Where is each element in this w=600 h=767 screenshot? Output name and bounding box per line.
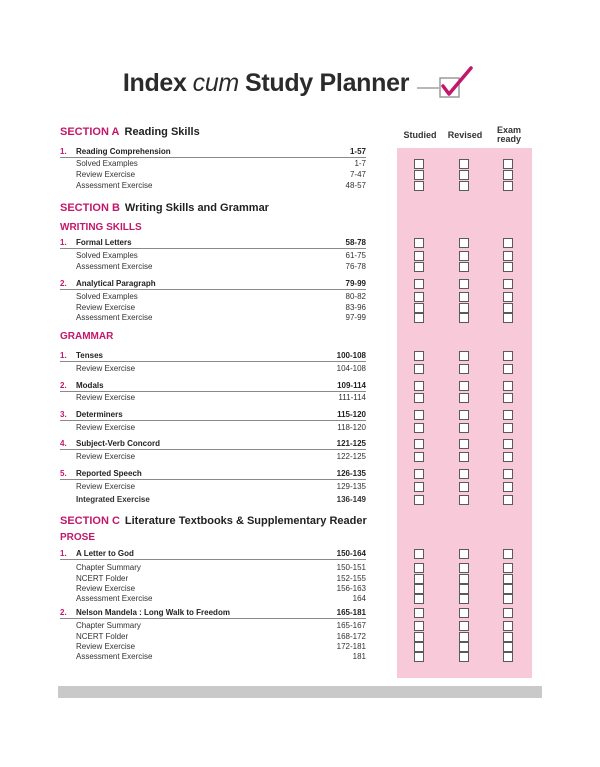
row-pages: 97-99 <box>345 313 366 322</box>
exercise-row <box>60 494 366 505</box>
revised-checkbox[interactable] <box>459 574 469 584</box>
row-title: Assessment Exercise <box>76 262 153 271</box>
studied-checkbox[interactable] <box>414 423 424 433</box>
revised-checkbox[interactable] <box>459 621 469 631</box>
revised-checkbox[interactable] <box>459 279 469 289</box>
row-title: Assessment Exercise <box>76 313 153 322</box>
exam-ready-checkbox[interactable] <box>503 563 513 573</box>
exercise-row <box>60 291 366 302</box>
title-part-cum: cum <box>192 68 239 97</box>
row-pages: 150-164 <box>336 549 366 558</box>
row-pages: 136-149 <box>336 495 366 504</box>
section-c-title: Literature Textbooks & Supplementary Reader <box>124 515 367 527</box>
title-part-planner: Study Planner <box>244 68 410 97</box>
prose-heading: PROSE <box>60 532 96 543</box>
studied-checkbox[interactable] <box>414 452 424 462</box>
exercise-row <box>60 158 366 169</box>
exam-ready-checkbox[interactable] <box>503 170 513 180</box>
exam-ready-checkbox[interactable] <box>503 159 513 169</box>
exam-ready-checkbox[interactable] <box>503 292 513 302</box>
studied-checkbox[interactable] <box>414 238 424 248</box>
exam-ready-checkbox[interactable] <box>503 364 513 374</box>
column-exam-line2: ready <box>496 134 522 144</box>
studied-checkbox[interactable] <box>414 632 424 642</box>
row-pages: 1-7 <box>354 159 366 168</box>
row-title: Solved Examples <box>76 251 138 260</box>
exam-ready-checkbox[interactable] <box>503 632 513 642</box>
chapter-row <box>60 409 366 421</box>
chapter-row <box>60 548 366 560</box>
revised-checkbox[interactable] <box>459 469 469 479</box>
row-title: Review Exercise <box>76 393 136 402</box>
title-part-index: Index <box>122 68 187 97</box>
studied-checkbox[interactable] <box>414 608 424 618</box>
row-title: NCERT Folder <box>76 574 129 583</box>
revised-checkbox[interactable] <box>459 632 469 642</box>
row-pages: 115-120 <box>337 410 366 419</box>
studied-checkbox[interactable] <box>414 364 424 374</box>
section-b-title: Writing Skills and Grammar <box>124 202 269 214</box>
section-c-label: SECTION C <box>60 515 120 527</box>
row-title: Review Exercise <box>76 170 136 179</box>
studied-checkbox[interactable] <box>414 159 424 169</box>
section-b-label: SECTION B <box>60 202 120 214</box>
row-title: NCERT Folder <box>76 632 129 641</box>
exam-ready-checkbox[interactable] <box>503 574 513 584</box>
row-title: Determiners <box>76 410 123 419</box>
exam-ready-checkbox[interactable] <box>503 410 513 420</box>
revised-checkbox[interactable] <box>459 594 469 604</box>
exam-ready-checkbox[interactable] <box>503 303 513 313</box>
studied-checkbox[interactable] <box>414 170 424 180</box>
exam-ready-checkbox[interactable] <box>503 452 513 462</box>
page-title <box>0 66 600 100</box>
row-title: Review Exercise <box>76 303 136 312</box>
revised-checkbox[interactable] <box>459 642 469 652</box>
section-b-heading <box>60 202 269 214</box>
exam-ready-checkbox[interactable] <box>503 482 513 492</box>
row-pages: 111-114 <box>338 393 366 402</box>
studied-checkbox[interactable] <box>414 594 424 604</box>
section-c-heading <box>60 515 367 527</box>
column-exam-ready <box>486 126 532 144</box>
row-pages: 121-125 <box>336 439 366 448</box>
revised-checkbox[interactable] <box>459 549 469 559</box>
row-pages: 79-99 <box>345 279 366 288</box>
row-pages: 152-155 <box>336 574 366 583</box>
row-pages: 172-181 <box>336 642 366 651</box>
row-title: Chapter Summary <box>76 621 141 630</box>
studied-checkbox[interactable] <box>414 262 424 272</box>
exam-ready-checkbox[interactable] <box>503 608 513 618</box>
exam-ready-checkbox[interactable] <box>503 351 513 361</box>
row-pages: 122-125 <box>336 452 366 461</box>
row-pages: 83-96 <box>345 303 366 312</box>
row-number: 1. <box>60 549 67 558</box>
row-number: 2. <box>60 279 67 288</box>
exam-ready-checkbox[interactable] <box>503 439 513 449</box>
exam-ready-checkbox[interactable] <box>503 594 513 604</box>
row-title: Solved Examples <box>76 159 138 168</box>
row-title: Integrated Exercise <box>76 495 150 504</box>
row-pages: 181 <box>352 652 366 661</box>
row-pages: 7-47 <box>349 170 366 179</box>
row-title: Reported Speech <box>76 469 142 478</box>
exercise-row <box>60 180 366 191</box>
exercise-row <box>60 451 366 462</box>
row-pages: 118-120 <box>337 423 366 432</box>
chapter-row <box>60 350 366 362</box>
writing-skills-heading: WRITING SKILLS <box>60 222 142 233</box>
exam-ready-checkbox[interactable] <box>503 279 513 289</box>
row-title: Review Exercise <box>76 642 136 651</box>
chapter-row <box>60 146 366 158</box>
exam-ready-checkbox[interactable] <box>503 381 513 391</box>
row-title: Analytical Paragraph <box>76 279 156 288</box>
title-text <box>123 69 409 98</box>
row-pages: 164 <box>352 594 366 603</box>
exercise-row <box>60 422 366 433</box>
row-title: Review Exercise <box>76 364 136 373</box>
revised-checkbox[interactable] <box>459 393 469 403</box>
chapter-row <box>60 237 366 249</box>
chapter-row <box>60 380 366 392</box>
revised-checkbox[interactable] <box>459 303 469 313</box>
revised-checkbox[interactable] <box>459 238 469 248</box>
studied-checkbox[interactable] <box>414 279 424 289</box>
revised-checkbox[interactable] <box>459 181 469 191</box>
revised-checkbox[interactable] <box>459 251 469 261</box>
row-title: Modals <box>76 381 104 390</box>
checkmark-box-icon <box>417 66 477 100</box>
row-pages: 168-172 <box>336 632 366 641</box>
row-title: Review Exercise <box>76 584 136 593</box>
row-title: Review Exercise <box>76 452 136 461</box>
row-title: Assessment Exercise <box>76 652 153 661</box>
exam-ready-checkbox[interactable] <box>503 584 513 594</box>
exam-ready-checkbox[interactable] <box>503 423 513 433</box>
exam-ready-checkbox[interactable] <box>503 495 513 505</box>
row-title: Review Exercise <box>76 482 136 491</box>
studied-checkbox[interactable] <box>414 251 424 261</box>
row-number: 5. <box>60 469 67 478</box>
chapter-row <box>60 468 366 480</box>
row-title: Nelson Mandela : Long Walk to Freedom <box>76 608 230 617</box>
exam-ready-checkbox[interactable] <box>503 642 513 652</box>
row-number: 3. <box>60 410 67 419</box>
revised-checkbox[interactable] <box>459 410 469 420</box>
footer-bar <box>58 686 542 698</box>
studied-checkbox[interactable] <box>414 393 424 403</box>
chapter-row <box>60 438 366 450</box>
exam-ready-checkbox[interactable] <box>503 621 513 631</box>
exercise-row <box>60 169 366 180</box>
row-title: Assessment Exercise <box>76 181 153 190</box>
revised-checkbox[interactable] <box>459 262 469 272</box>
chapter-row <box>60 607 366 619</box>
revised-checkbox[interactable] <box>459 381 469 391</box>
studied-checkbox[interactable] <box>414 469 424 479</box>
row-number: 4. <box>60 439 67 448</box>
studied-checkbox[interactable] <box>414 410 424 420</box>
row-number: 2. <box>60 608 67 617</box>
revised-checkbox[interactable] <box>459 608 469 618</box>
row-number: 1. <box>60 238 67 247</box>
studied-checkbox[interactable] <box>414 303 424 313</box>
row-pages: 100-108 <box>336 351 366 360</box>
revised-checkbox[interactable] <box>459 439 469 449</box>
section-a-heading <box>60 126 200 138</box>
revised-checkbox[interactable] <box>459 170 469 180</box>
studied-checkbox[interactable] <box>414 621 424 631</box>
studied-checkbox[interactable] <box>414 439 424 449</box>
studied-checkbox[interactable] <box>414 181 424 191</box>
row-pages: 109-114 <box>337 381 366 390</box>
row-number: 1. <box>60 147 67 156</box>
revised-checkbox[interactable] <box>459 482 469 492</box>
grammar-heading: GRAMMAR <box>60 331 114 342</box>
row-pages: 150-151 <box>336 563 366 572</box>
exam-ready-checkbox[interactable] <box>503 313 513 323</box>
exercise-row <box>60 392 366 403</box>
exercise-row <box>60 481 366 492</box>
revised-checkbox[interactable] <box>459 584 469 594</box>
exercise-row <box>60 363 366 374</box>
row-pages: 61-75 <box>345 251 366 260</box>
studied-checkbox[interactable] <box>414 584 424 594</box>
row-pages: 126-135 <box>336 469 366 478</box>
row-title: Assessment Exercise <box>76 594 153 603</box>
row-number: 1. <box>60 351 67 360</box>
revised-checkbox[interactable] <box>459 563 469 573</box>
chapter-row <box>60 278 366 290</box>
exercise-row <box>60 593 366 604</box>
studied-checkbox[interactable] <box>414 313 424 323</box>
row-pages: 165-181 <box>336 608 366 617</box>
row-pages: 76-78 <box>345 262 366 271</box>
revised-checkbox[interactable] <box>459 452 469 462</box>
row-pages: 1-57 <box>349 147 366 156</box>
section-a-label: SECTION A <box>60 126 120 138</box>
row-title: Review Exercise <box>76 423 136 432</box>
row-title: Tenses <box>76 351 103 360</box>
revised-checkbox[interactable] <box>459 495 469 505</box>
row-pages: 104-108 <box>336 364 366 373</box>
row-title: Chapter Summary <box>76 563 141 572</box>
exam-ready-checkbox[interactable] <box>503 393 513 403</box>
studied-checkbox[interactable] <box>414 351 424 361</box>
row-title: Subject-Verb Concord <box>76 439 161 448</box>
exercise-row <box>60 620 366 631</box>
studied-checkbox[interactable] <box>414 495 424 505</box>
studied-checkbox[interactable] <box>414 381 424 391</box>
exercise-row <box>60 312 366 323</box>
revised-checkbox[interactable] <box>459 292 469 302</box>
row-pages: 129-135 <box>336 482 366 491</box>
exercise-row <box>60 250 366 261</box>
column-studied: Studied <box>403 130 437 140</box>
studied-checkbox[interactable] <box>414 292 424 302</box>
section-a-title: Reading Skills <box>124 126 200 138</box>
exam-ready-checkbox[interactable] <box>503 251 513 261</box>
revised-checkbox[interactable] <box>459 313 469 323</box>
exercise-row <box>60 651 366 662</box>
row-title: A Letter to God <box>76 549 134 558</box>
column-exam-line1: Exam <box>496 125 522 135</box>
row-pages: 48-57 <box>345 181 366 190</box>
row-title: Solved Examples <box>76 292 138 301</box>
exam-ready-checkbox[interactable] <box>503 549 513 559</box>
exam-ready-checkbox[interactable] <box>503 238 513 248</box>
row-pages: 80-82 <box>345 292 366 301</box>
column-revised: Revised <box>447 130 483 140</box>
studied-checkbox[interactable] <box>414 642 424 652</box>
row-title: Formal Letters <box>76 238 132 247</box>
revised-checkbox[interactable] <box>459 351 469 361</box>
revised-checkbox[interactable] <box>459 652 469 662</box>
exam-ready-checkbox[interactable] <box>503 469 513 479</box>
studied-checkbox[interactable] <box>414 574 424 584</box>
row-pages: 156-163 <box>336 584 366 593</box>
exam-ready-checkbox[interactable] <box>503 652 513 662</box>
row-title: Reading Comprehension <box>76 147 171 156</box>
studied-checkbox[interactable] <box>414 549 424 559</box>
studied-checkbox[interactable] <box>414 652 424 662</box>
revised-checkbox[interactable] <box>459 364 469 374</box>
revised-checkbox[interactable] <box>459 159 469 169</box>
exam-ready-checkbox[interactable] <box>503 262 513 272</box>
row-pages: 58-78 <box>345 238 366 247</box>
row-pages: 165-167 <box>336 621 366 630</box>
exam-ready-checkbox[interactable] <box>503 181 513 191</box>
studied-checkbox[interactable] <box>414 563 424 573</box>
row-number: 2. <box>60 381 67 390</box>
studied-checkbox[interactable] <box>414 482 424 492</box>
exercise-row <box>60 562 366 573</box>
exercise-row <box>60 261 366 272</box>
revised-checkbox[interactable] <box>459 423 469 433</box>
